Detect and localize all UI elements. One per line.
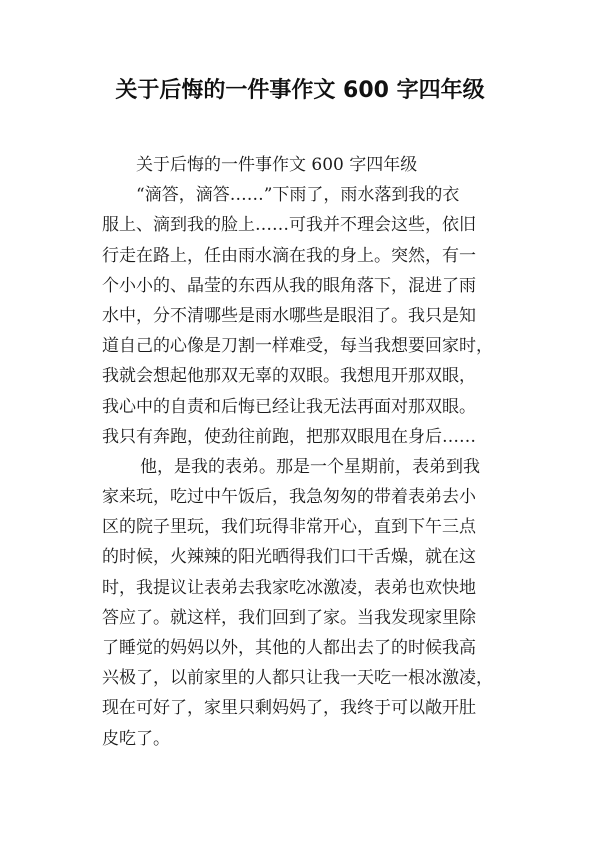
paragraph-1-line-9: 我只有奔跑，使劲往前跑，把那双眼甩在身后…… (102, 426, 476, 447)
paragraph-1-line-3: 行走在路上，任由雨水滴在我的身上。突然，有一 (102, 245, 476, 266)
paragraph-1-line-2: 服上、滴到我的脸上……可我并不理会这些，依旧 (102, 215, 476, 236)
paragraph-2-line-1: 他，是我的表弟。那是一个星期前，表弟到我 (140, 456, 480, 477)
paragraph-2-line-10: 皮吃了。 (102, 728, 170, 749)
paragraph-2-line-9: 现在可好了，家里只剩妈妈了，我终于可以敞开肚 (102, 698, 476, 719)
paragraph-2-line-5: 时，我提议让表弟去我家吃冰激凌，表弟也欢快地 (102, 577, 476, 598)
paragraph-1-line-4: 个小小的、晶莹的东西从我的眼角落下，混进了雨 (102, 275, 476, 296)
paragraph-1-line-6: 道自己的心像是刀割一样难受，每当我想要回家时， (102, 336, 493, 357)
paragraph-2-line-6: 答应了。就这样，我们回到了家。当我发现家里除 (102, 607, 476, 628)
paragraph-2-line-3: 区的院子里玩，我们玩得非常开心，直到下午三点 (102, 517, 476, 538)
paragraph-2-line-4: 的时候，火辣辣的阳光晒得我们口干舌燥，就在这 (102, 547, 476, 568)
paragraph-2-line-2: 家来玩，吃过中午饭后，我急匆匆的带着表弟去小 (102, 487, 476, 508)
paragraph-1-line-8: 我心中的自责和后悔已经让我无法再面对那双眼。 (102, 396, 476, 417)
body-subtitle-line: 关于后悔的一件事作文 600 字四年级 (136, 155, 418, 175)
paragraph-2-line-7: 了睡觉的妈妈以外，其他的人都出去了的时候我高 (102, 638, 476, 658)
document-title: 关于后悔的一件事作文 600 字四年级 (115, 78, 485, 103)
document-body (102, 150, 502, 754)
paragraph-1-line-1: “滴答，滴答……”下雨了，雨水落到我的衣 (136, 185, 460, 206)
paragraph-2-line-8: 兴极了，以前家里的人都只让我一天吃一根冰激凌， (102, 668, 493, 689)
paragraph-1-line-7: 我就会想起他那双无辜的双眼。我想甩开那双眼， (102, 366, 476, 387)
paragraph-1-line-5: 水中，分不清哪些是雨水哪些是眼泪了。我只是知 (102, 305, 476, 326)
